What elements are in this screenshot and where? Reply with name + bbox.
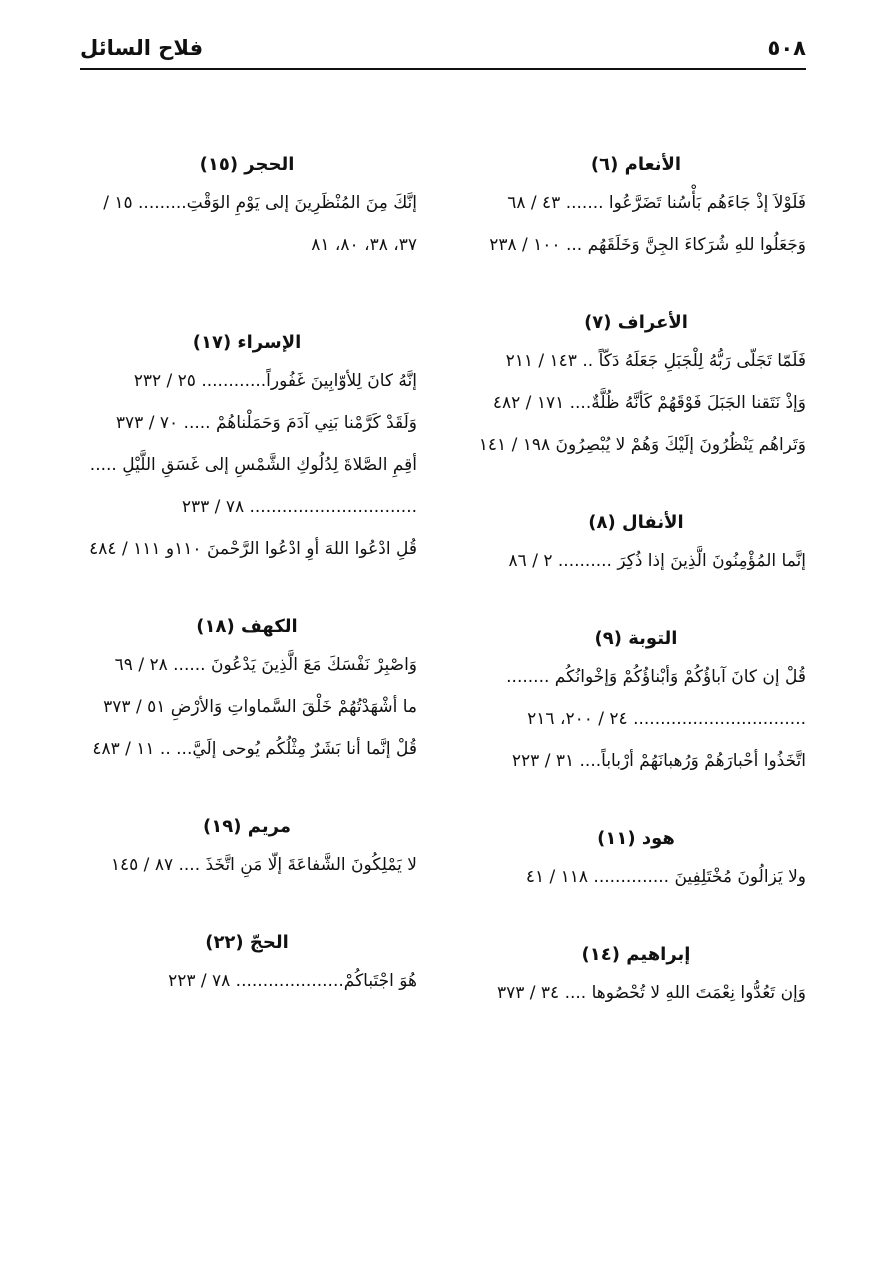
- verse-entry: ما أشْهَدْتُهُمْ خَلْقَ السَّماواتِ وَالأرْضِ ٥١ / ٣٧٣: [103, 697, 417, 717]
- verse-entry: قُلِ ادْعُوا اللهَ أوِ ادْعُوا الرَّحْمنَ ١١٠و ١١١ / ٤٨٤: [89, 539, 417, 559]
- left-column: [77, 148, 417, 1002]
- section-maryam: [77, 810, 417, 886]
- verse-entry: لا يَمْلِكُونَ الشَّفاعَةَ إلّا مَنِ اتَّخَذَ .... ٨٧ / ١٤٥: [110, 855, 417, 875]
- verse-entry: إنَّكَ مِنَ المُنْظَرِينَ إلى يَوْمِ الوَقْتِ......... ١٥ /: [103, 193, 417, 213]
- section-title: الإسراء (١٧): [192, 332, 302, 353]
- section-title: الأعراف (٧): [584, 312, 688, 333]
- verse-entry: وَاصْبِرْ نَفْسَكَ مَعَ الَّذِينَ يَدْعُونَ ...... ٢٨ / ٦٩: [114, 655, 417, 675]
- verse-entry: فَلَمّا تَجَلّى رَبُّهُ لِلْجَبَلِ جَعَلَهُ دَكّاً .. ١٤٣ / ٢١١: [505, 351, 806, 371]
- section-araf: [466, 306, 806, 466]
- section-title: الحجر (١٥): [199, 154, 295, 175]
- verse-entry: قُلْ إن كانَ آباؤُكُمْ وَأبْناؤُكُمْ وَإخْوانُكُم ........: [506, 667, 806, 687]
- section-title: هود (١١): [597, 828, 675, 849]
- verse-entry: ................................ ٢٤ / ٢٠٠، ٢١٦: [527, 709, 806, 729]
- section-title: الكهف (١٨): [196, 616, 298, 637]
- verse-entry: وَإن تَعُدُّوا نِعْمَتَ اللهِ لا تُحْصُوها .... ٣٤ / ٣٧٣: [496, 983, 806, 1003]
- verse-entry: وَجَعَلُوا للهِ شُرَكاءَ الجِنَّ وَخَلَقَهُم ... ١٠٠ / ٢٣٨: [489, 235, 806, 255]
- section-title: مريم (١٩): [203, 816, 291, 837]
- page-number: ٥٠٨: [767, 36, 806, 60]
- verse-entry: ٣٧، ٣٨، ٨٠، ٨١: [311, 235, 417, 255]
- section-title: الأنفال (٨): [588, 512, 684, 533]
- section-anam: [466, 148, 806, 266]
- verse-entry: وَلَقَدْ كَرَّمْنا بَنِي آدَمَ وَحَمَلْناهُمْ ..... ٧٠ / ٣٧٣: [115, 413, 417, 433]
- verse-entry: اتَّخَذُوا أحْبارَهُمْ وَرُهبانَهُمْ أرْباباً.... ٣١ / ٢٢٣: [511, 751, 806, 771]
- section-title: التوبة (٩): [594, 628, 678, 649]
- verse-entry: ولا يَزالُونَ مُخْتَلِفِينَ .............. ١١٨ / ٤١: [525, 867, 806, 887]
- section-title: الحجّ (٢٢): [205, 932, 289, 953]
- page-header: [80, 32, 806, 72]
- verse-entry: ............................... ٧٨ / ٢٣٣: [181, 497, 417, 517]
- verse-entry: فَلَوْلاَ إذْ جَاءَهُم بَأْسُنا تَضَرَّعُوا ....... ٤٣ / ٦٨: [507, 193, 806, 213]
- verse-entry: وَإذْ نَتَقنا الجَبَلَ فَوْقَهُمْ كَأنَّهُ ظُلَّةٌ.... ١٧١ / ٤٨٢: [492, 393, 806, 413]
- section-hud: [466, 822, 806, 898]
- section-tawba: [466, 622, 806, 782]
- header-rule: [80, 68, 806, 70]
- section-hijr: [77, 148, 417, 266]
- verse-entry: وَتَراهُم يَنْظُرُونَ إلَيْكَ وَهُمْ لا يُبْصِرُونَ ١٩٨ / ١٤١: [478, 435, 806, 455]
- section-ibrahim: [466, 938, 806, 1014]
- section-kahf: [77, 610, 417, 770]
- section-title: إبراهيم (١٤): [581, 944, 691, 965]
- section-title: الأنعام (٦): [590, 154, 682, 175]
- section-isra: [77, 326, 417, 570]
- right-column: [466, 148, 806, 1014]
- section-hajj: [77, 926, 417, 1002]
- verse-entry: أقِمِ الصَّلاةَ لِدُلُوكِ الشَّمْسِ إلى غَسَقِ اللَّيْلِ .....: [89, 455, 417, 475]
- verse-entry: هُوَ اجْتَباكُمْ.................... ٧٨ / ٢٢٣: [168, 971, 417, 991]
- verse-entry: إنَّهُ كانَ لِلأوّابِينَ غَفُوراً............ ٢٥ / ٢٣٢: [133, 371, 417, 391]
- verse-entry: إنَّما المُؤْمِنُونَ الَّذِينَ إذا ذُكِرَ .......... ٢ / ٨٦: [508, 551, 806, 571]
- section-anfal: [466, 506, 806, 582]
- book-title: فلاح السائل: [80, 36, 204, 60]
- verse-entry: قُلْ إنَّما أنا بَشَرٌ مِثْلُكُم يُوحى إلَيَّ... .. ١١ / ٤٨٣: [92, 739, 417, 759]
